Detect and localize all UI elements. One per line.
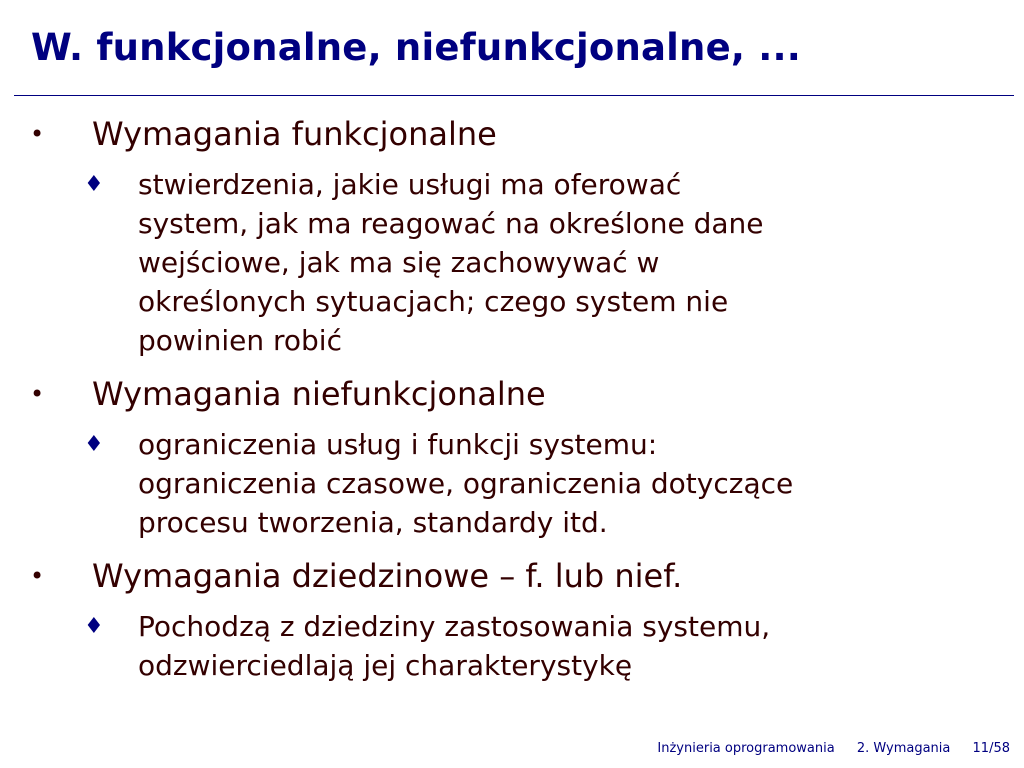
diamond-bullet-icon: ♦ <box>84 432 104 457</box>
slide-footer <box>639 741 1010 756</box>
sub-bullet-item-domain <box>84 607 1004 685</box>
round-bullet-icon: • <box>30 562 45 590</box>
footer-course: Inżynieria oprogramowania <box>657 741 835 756</box>
footer-chapter: 2. Wymagania <box>856 741 951 756</box>
sub-bullet-text: Pochodzą z dziedziny zastosowania systemu, odzwierciedlają jej charakterystykę <box>138 610 771 682</box>
round-bullet-icon: • <box>30 380 45 408</box>
bullet-label: Wymagania funkcjonalne <box>92 115 497 153</box>
diamond-bullet-icon: ♦ <box>84 172 104 197</box>
sub-bullet-item-nonfunctional <box>84 425 1004 542</box>
sub-bullet-text: stwierdzenia, jakie usługi ma oferować system, jak ma reagować na określone dane wejściowe, jak ma się zachowywać w określonych sytuacjach; czego system nie powinien robić <box>138 168 764 357</box>
round-bullet-icon: • <box>30 120 45 148</box>
sub-bullet-item-functional <box>84 165 1004 360</box>
diamond-bullet-icon: ♦ <box>84 614 104 639</box>
slide-title: W. funkcjonalne, niefunkcjonalne, ... <box>31 26 801 69</box>
bullet-label: Wymagania niefunkcjonalne <box>92 375 546 413</box>
footer-page-number: 11/58 <box>972 741 1010 756</box>
title-divider <box>14 95 1014 96</box>
sub-bullet-text: ograniczenia usług i funkcji systemu: ograniczenia czasowe, ograniczenia dotyczące procesu tworzenia, standardy itd. <box>138 428 794 539</box>
bullet-label: Wymagania dziedzinowe – f. lub nief. <box>92 557 683 595</box>
